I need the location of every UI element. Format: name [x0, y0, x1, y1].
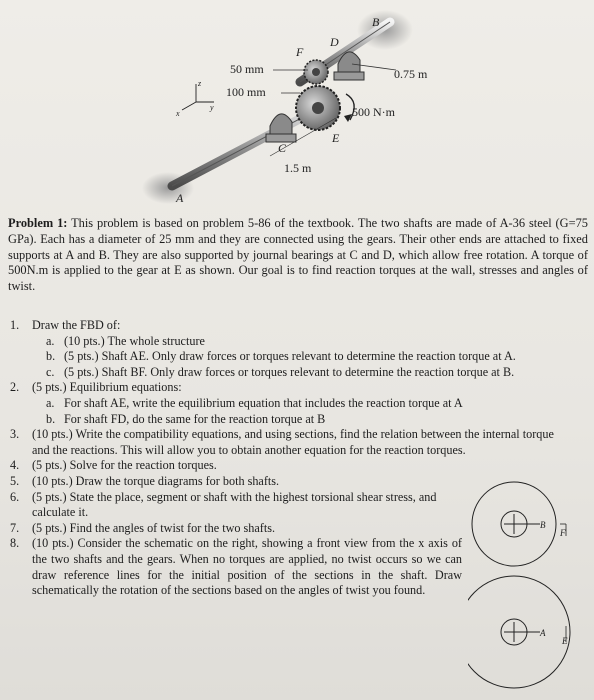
question-1: 1. Draw the FBD of: a. (10 pts.) The whole structure b. (5 pts.) Shaft AE. Only draw forces or torques relevant to determine the reaction torque at A. c. (5 pts.) Shaft BF. Only draw forces or torques relevant to determine the reaction torque at B.: [8, 318, 478, 380]
problem-heading: Problem 1:: [8, 216, 68, 230]
label-c: C: [278, 141, 287, 155]
question-4: 4. (5 pts.) Solve for the reaction torques.: [10, 458, 217, 473]
diagram-top-shaft-label: B: [540, 520, 546, 530]
question-8: 8. (10 pts.) Consider the schematic on the right, showing a front view from the x axis of the two shafts and the gears. When no torques are applied, no twist occurs so we can draw reference lines for the initial position of the sections in the shaft. Draw schematically the rotation of the sections based on the angles of twist you found.: [10, 536, 462, 598]
question-6: 6. (5 pts.) State the place, segment or shaft with the highest torsional shear stress, and calculate it.: [10, 489, 437, 520]
axis-y-label: y: [210, 103, 214, 112]
question-list: [8, 318, 554, 599]
label-f: F: [296, 45, 304, 59]
question-7: 7. (5 pts.) Find the angles of twist for the two shafts.: [10, 520, 276, 535]
question-1a: a. (10 pts.) The whole structure: [46, 333, 205, 348]
dim-15m: 1.5 m: [284, 161, 312, 175]
axis-x-label: x: [176, 109, 180, 118]
diagram-top-gear-label: F: [560, 528, 566, 538]
bearing-c: [266, 114, 296, 142]
dim-100mm: 100 mm: [226, 85, 266, 99]
front-view-diagrams: [468, 470, 594, 700]
axis-z-label: z: [198, 79, 202, 88]
dim-50mm: 50 mm: [230, 62, 264, 76]
problem-statement: [8, 216, 588, 295]
dim-075m: 0.75 m: [394, 67, 428, 81]
question-3: 3. (10 pts.) Write the compatibility equations, and using sections, find the relation between the internal torque and the reactions. This will allow you to obtain another equation for the reaction torques.: [10, 427, 554, 457]
label-d: D: [330, 35, 339, 49]
problem-text: This problem is based on problem 5-86 of the textbook. The two shafts are made of A-36 steel (G=75 GPa). Each has a diameter of 25 mm and they are connected using the gears. Their other ends are attached to fixed supports at A and B. They are also supported by journal bearings at C and D, which allow free rotation. A torque of 500N.m is applied to the gear at E as shown. Our goal is to find reaction torques at the wall, stresses and angles of twist.: [8, 216, 588, 294]
gear-f: [304, 60, 328, 84]
label-b: B: [372, 15, 380, 29]
question-2: 2. (5 pts.) Equilibrium equations: a. For shaft AE, write the equilibrium equation that includes the reaction torque at A b. For shaft FD, do the same for the reaction torque at B: [8, 380, 478, 427]
diagram-bottom-gear-label: E: [562, 636, 568, 646]
question-1b: b. (5 pts.) Shaft AE. Only draw forces or torques relevant to determine the reaction torque at A.: [46, 349, 516, 364]
question-2b: b. For shaft FD, do the same for the reaction torque at B: [46, 411, 326, 426]
label-e: E: [332, 131, 340, 145]
question-1c: c. (5 pts.) Shaft BF. Only draw forces or torques relevant to determine the reaction torque at B.: [46, 364, 515, 379]
shaft-gear-figure: [0, 0, 594, 215]
question-5: 5. (10 pts.) Draw the torque diagrams for both shafts.: [10, 473, 280, 488]
diagram-top: [472, 482, 566, 566]
label-a: A: [176, 191, 184, 205]
torque-value: 500 N·m: [352, 105, 395, 119]
diagram-bottom-shaft-label: A: [540, 628, 546, 638]
gear-e: [296, 86, 340, 130]
diagram-bottom: [468, 576, 570, 688]
question-2a: a. For shaft AE, write the equilibrium equation that includes the reaction torque at A: [46, 395, 463, 410]
